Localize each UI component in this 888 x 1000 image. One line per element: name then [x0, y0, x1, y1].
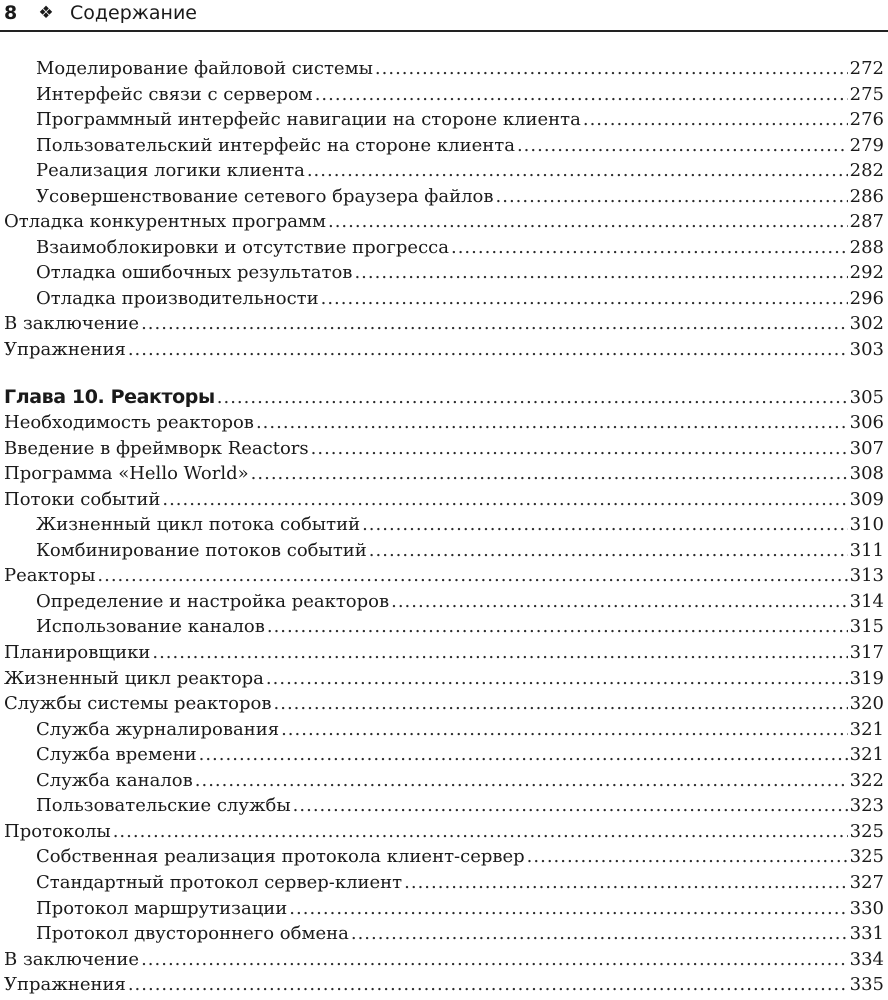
dot-leader	[289, 896, 847, 922]
dot-leader	[256, 410, 848, 436]
toc-entry-title: Глава 10. Реакторы	[4, 385, 215, 408]
toc-entry	[0, 640, 888, 666]
toc-entry	[0, 972, 888, 998]
page-title: Содержание	[70, 2, 197, 24]
dot-leader	[362, 512, 848, 538]
toc-page-number: 310	[849, 514, 884, 536]
dot-leader	[152, 640, 847, 666]
dot-leader	[195, 768, 848, 794]
dot-leader	[315, 82, 848, 108]
toc-page-number: 319	[849, 667, 884, 689]
toc-page-number: 317	[849, 642, 884, 664]
toc-entry-title: Программный интерфейс навигации на стороне клиента	[36, 109, 581, 131]
toc-page-number: 334	[849, 948, 884, 970]
toc-entry-title: Определение и настройка реакторов	[36, 590, 390, 612]
toc-entry-title: Использование каналов	[36, 616, 265, 638]
toc-page-number: 302	[849, 313, 884, 335]
ornament-icon: ❖	[38, 3, 54, 23]
toc-entry	[0, 436, 888, 462]
toc-entry-title: В заключение	[4, 948, 140, 970]
toc-page-number: 287	[849, 211, 884, 233]
toc-page-number: 309	[849, 488, 884, 510]
toc-chapter-heading	[0, 385, 888, 411]
toc-entry-title: Протокол двустороннего обмена	[36, 923, 349, 945]
toc-page-number: 282	[849, 160, 884, 182]
toc-page-number: 306	[849, 412, 884, 434]
toc-page-number: 314	[849, 590, 884, 612]
toc-entry-title: Отладка производительности	[36, 287, 319, 309]
toc-entry	[0, 184, 888, 210]
toc-page-number: 296	[849, 287, 884, 309]
dot-leader	[199, 742, 848, 768]
toc-entry	[0, 717, 888, 743]
toc-entry-title: Жизненный цикл реактора	[4, 667, 264, 689]
toc-entry	[0, 896, 888, 922]
toc-entry	[0, 768, 888, 794]
page-header	[4, 0, 888, 26]
dot-leader	[141, 947, 848, 973]
toc-entry-title: Службы системы реакторов	[4, 693, 272, 715]
toc-page-number: 307	[849, 437, 884, 459]
toc-page-number: 331	[849, 923, 884, 945]
toc-entry-title: Усовершенствование сетевого браузера файлов	[36, 185, 494, 207]
toc-entry	[0, 947, 888, 973]
toc-entry-title: Жизненный цикл потока событий	[36, 514, 361, 536]
toc-entry-title: Отладка конкурентных программ	[4, 211, 326, 233]
dot-leader	[217, 385, 848, 411]
toc-entry	[0, 742, 888, 768]
dot-leader	[274, 691, 848, 717]
dot-leader	[583, 107, 848, 133]
dot-leader	[321, 286, 848, 312]
dot-leader	[496, 184, 848, 210]
dot-leader	[113, 819, 848, 845]
toc-entry-title: Комбинирование потоков событий	[36, 539, 367, 561]
toc-entry-title: Служба журналирования	[36, 718, 280, 740]
dot-leader	[293, 793, 848, 819]
toc-page-number: 323	[849, 795, 884, 817]
toc-entry	[0, 921, 888, 947]
dot-leader	[351, 921, 848, 947]
toc-entry-title: Пользовательский интерфейс на стороне клиента	[36, 134, 515, 156]
toc-entry-title: Моделирование файловой системы	[36, 58, 373, 79]
toc-entry	[0, 410, 888, 436]
dot-leader	[527, 844, 848, 870]
toc-entry	[0, 589, 888, 615]
toc-entry	[0, 82, 888, 108]
toc-entry	[0, 209, 888, 235]
toc-entry	[0, 158, 888, 184]
toc-entry-title: Реализация логики клиента	[36, 160, 305, 182]
toc-page-number: 321	[849, 744, 884, 766]
toc-page-number: 327	[849, 871, 884, 893]
dot-leader	[391, 589, 848, 615]
toc-page-number: 322	[849, 769, 884, 791]
toc-entry-title: Пользовательские службы	[36, 795, 291, 817]
dot-leader	[451, 235, 848, 261]
toc-page-number: 288	[849, 236, 884, 258]
toc-entry	[0, 819, 888, 845]
dot-leader	[267, 614, 848, 640]
toc-entry	[0, 107, 888, 133]
toc-entry	[0, 691, 888, 717]
dot-leader	[307, 158, 848, 184]
dot-leader	[404, 870, 848, 896]
dot-leader	[162, 487, 847, 513]
table-of-contents	[0, 56, 888, 998]
toc-page-number: 311	[849, 539, 884, 561]
toc-entry	[0, 844, 888, 870]
toc-page-number: 315	[849, 616, 884, 638]
page-number: 8	[4, 2, 18, 24]
dot-leader	[141, 311, 848, 337]
toc-page-number: 335	[849, 974, 884, 996]
toc-entry	[0, 870, 888, 896]
toc-page-number: 313	[849, 565, 884, 587]
toc-entry	[0, 133, 888, 159]
toc-page-number: 305	[849, 386, 884, 408]
dot-leader	[328, 209, 848, 235]
toc-entry-title: Программа «Hello World»	[4, 463, 249, 485]
toc-entry-title: Потоки событий	[4, 488, 161, 510]
dot-leader	[128, 972, 848, 998]
dot-leader	[517, 133, 848, 159]
toc-page-number: 308	[849, 463, 884, 485]
toc-entry	[0, 235, 888, 261]
toc-entry-title: Упражнения	[4, 339, 126, 361]
toc-entry	[0, 337, 888, 363]
toc-entry	[0, 614, 888, 640]
dot-leader	[281, 717, 848, 743]
toc-entry	[0, 512, 888, 538]
toc-entry	[0, 56, 888, 82]
toc-entry-title: Введение в фреймворк Reactors	[4, 437, 309, 459]
toc-entry	[0, 311, 888, 337]
toc-entry	[0, 563, 888, 589]
toc-page-number: 276	[849, 109, 884, 131]
toc-entry-title: Протоколы	[4, 820, 111, 842]
toc-page-number: 272	[849, 58, 884, 79]
dot-leader	[97, 563, 847, 589]
toc-entry-title: Собственная реализация протокола клиент-сервер	[36, 846, 525, 868]
dot-leader	[311, 436, 848, 462]
toc-page-number: 325	[849, 846, 884, 868]
toc-entry	[0, 793, 888, 819]
toc-entry-title: Стандартный протокол сервер-клиент	[36, 871, 403, 893]
dot-leader	[266, 666, 848, 692]
dot-leader	[251, 461, 848, 487]
toc-page-number: 286	[849, 185, 884, 207]
toc-entry-title: Реакторы	[4, 565, 96, 587]
toc-entry	[0, 487, 888, 513]
toc-entry-title: Взаимоблокировки и отсутствие прогресса	[36, 236, 449, 258]
toc-entry	[0, 286, 888, 312]
toc-page-number: 321	[849, 718, 884, 740]
toc-page-number: 292	[849, 262, 884, 284]
toc-page-number: 320	[849, 693, 884, 715]
toc-page-number: 325	[849, 820, 884, 842]
dot-leader	[375, 56, 848, 82]
toc-entry-title: Планировщики	[4, 642, 151, 664]
toc-page-number: 279	[849, 134, 884, 156]
toc-entry	[0, 461, 888, 487]
toc-entry	[0, 260, 888, 286]
dot-leader	[128, 337, 848, 363]
toc-entry-title: Отладка ошибочных результатов	[36, 262, 353, 284]
toc-page-number: 275	[849, 83, 884, 105]
toc-page-number: 330	[849, 897, 884, 919]
toc-entry-title: Служба времени	[36, 744, 197, 766]
toc-page-number: 303	[849, 339, 884, 361]
toc-entry-title: Протокол маршрутизации	[36, 897, 288, 919]
toc-entry-title: Необходимость реакторов	[4, 412, 254, 434]
header-divider	[0, 30, 888, 32]
toc-entry	[0, 666, 888, 692]
toc-entry-title: Служба каналов	[36, 769, 193, 791]
toc-entry-title: В заключение	[4, 313, 140, 335]
toc-entry	[0, 538, 888, 564]
dot-leader	[369, 538, 848, 564]
toc-entry-title: Упражнения	[4, 974, 126, 996]
dot-leader	[354, 260, 847, 286]
toc-entry-title: Интерфейс связи с сервером	[36, 83, 313, 105]
